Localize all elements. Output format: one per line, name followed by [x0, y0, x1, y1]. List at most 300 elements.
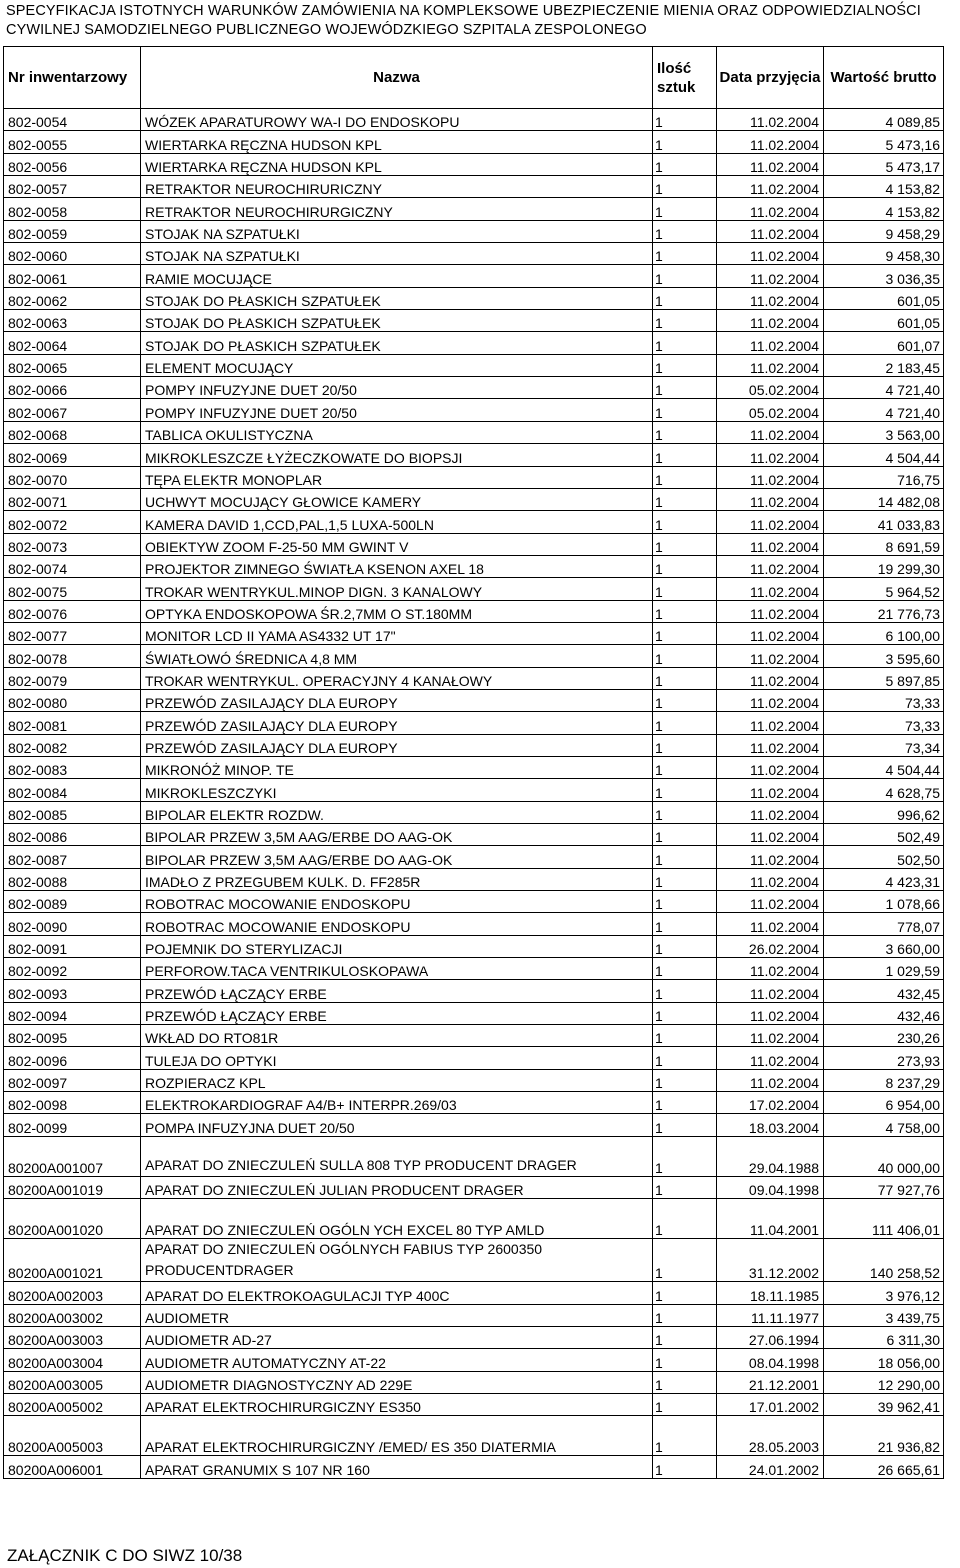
table-row [4, 243, 944, 265]
cell-inventory-number: 80200A003005 [4, 1371, 141, 1393]
cell-gross-value: 18 056,00 [824, 1349, 944, 1371]
cell-gross-value: 73,34 [824, 734, 944, 756]
cell-gross-value: 3 595,60 [824, 645, 944, 667]
cell-inventory-number: 802-0068 [4, 421, 141, 443]
cell-quantity: 1 [653, 1047, 717, 1069]
cell-date-received: 11.02.2004 [717, 846, 824, 868]
cell-quantity: 1 [653, 1199, 717, 1239]
cell-item-name: POMPA INFUZYJNA DUET 20/50 [141, 1114, 653, 1136]
cell-quantity: 1 [653, 1371, 717, 1393]
cell-gross-value: 4 721,40 [824, 377, 944, 399]
cell-inventory-number: 80200A001019 [4, 1176, 141, 1198]
cell-inventory-number: 802-0060 [4, 243, 141, 265]
table-row [4, 265, 944, 287]
cell-date-received: 11.02.2004 [717, 511, 824, 533]
cell-item-name: APARAT ELEKTROCHIRURGICZNY /EMED/ ES 350 DIATERMIA [141, 1416, 653, 1456]
cell-item-name: TĘPA ELEKTR MONOPLAR [141, 466, 653, 488]
table-row [4, 220, 944, 242]
cell-inventory-number: 802-0059 [4, 220, 141, 242]
cell-date-received: 11.02.2004 [717, 287, 824, 309]
table-row [4, 399, 944, 421]
table-row [4, 176, 944, 198]
cell-gross-value: 12 290,00 [824, 1371, 944, 1393]
cell-quantity: 1 [653, 958, 717, 980]
cell-gross-value: 41 033,83 [824, 511, 944, 533]
cell-quantity: 1 [653, 533, 717, 555]
cell-date-received: 11.02.2004 [717, 466, 824, 488]
cell-inventory-number: 802-0092 [4, 958, 141, 980]
cell-date-received: 11.02.2004 [717, 712, 824, 734]
cell-inventory-number: 802-0075 [4, 578, 141, 600]
cell-date-received: 11.02.2004 [717, 578, 824, 600]
cell-gross-value: 4 153,82 [824, 176, 944, 198]
cell-gross-value: 2 183,45 [824, 354, 944, 376]
column-header-name: Nazwa [141, 47, 653, 109]
cell-inventory-number: 802-0057 [4, 176, 141, 198]
cell-item-name: OBIEKTYW ZOOM F-25-50 MM GWINT V [141, 533, 653, 555]
cell-date-received: 11.02.2004 [717, 220, 824, 242]
table-row [4, 846, 944, 868]
cell-item-name: APARAT ELEKTROCHIRURGICZNY ES350 [141, 1393, 653, 1415]
cell-date-received: 11.02.2004 [717, 868, 824, 890]
table-row [4, 756, 944, 778]
cell-inventory-number: 80200A003002 [4, 1304, 141, 1326]
cell-inventory-number: 80200A002003 [4, 1282, 141, 1304]
table-row [4, 198, 944, 220]
table-row [4, 667, 944, 689]
cell-gross-value: 273,93 [824, 1047, 944, 1069]
cell-item-name: STOJAK NA SZPATUŁKI [141, 220, 653, 242]
cell-gross-value: 1 078,66 [824, 891, 944, 913]
cell-inventory-number: 802-0064 [4, 332, 141, 354]
cell-date-received: 11.02.2004 [717, 667, 824, 689]
cell-date-received: 11.02.2004 [717, 176, 824, 198]
document-header-line-2: CYWILNEJ SAMODZIELNEGO PUBLICZNEGO WOJEWÓDZKIEGO SZPITALA ZESPOLONEGO [6, 22, 647, 38]
cell-inventory-number: 802-0096 [4, 1047, 141, 1069]
cell-date-received: 11.02.2004 [717, 153, 824, 175]
cell-inventory-number: 802-0085 [4, 801, 141, 823]
cell-date-received: 11.02.2004 [717, 1069, 824, 1091]
table-row [4, 332, 944, 354]
table-header-row [4, 47, 944, 109]
cell-quantity: 1 [653, 891, 717, 913]
cell-date-received: 11.02.2004 [717, 1025, 824, 1047]
cell-inventory-number: 802-0094 [4, 1002, 141, 1024]
cell-date-received: 11.02.2004 [717, 131, 824, 153]
cell-gross-value: 502,50 [824, 846, 944, 868]
cell-inventory-number: 802-0097 [4, 1069, 141, 1091]
cell-gross-value: 39 962,41 [824, 1393, 944, 1415]
cell-quantity: 1 [653, 1069, 717, 1091]
cell-inventory-number: 802-0093 [4, 980, 141, 1002]
table-row [4, 600, 944, 622]
cell-date-received: 11.02.2004 [717, 488, 824, 510]
column-header-date: Data przyjęcia [717, 47, 824, 109]
cell-gross-value: 716,75 [824, 466, 944, 488]
cell-date-received: 11.04.2001 [717, 1199, 824, 1239]
table-row [4, 354, 944, 376]
cell-quantity: 1 [653, 399, 717, 421]
table-row [4, 1176, 944, 1198]
cell-date-received: 11.02.2004 [717, 645, 824, 667]
cell-item-name: BIPOLAR PRZEW 3,5M AAG/ERBE DO AAG-OK [141, 846, 653, 868]
cell-gross-value: 4 153,82 [824, 198, 944, 220]
cell-item-name: UCHWYT MOCUJĄCY GŁOWICE KAMERY [141, 488, 653, 510]
cell-inventory-number: 802-0087 [4, 846, 141, 868]
cell-date-received: 11.02.2004 [717, 198, 824, 220]
cell-item-name: ROBOTRAC MOCOWANIE ENDOSKOPU [141, 891, 653, 913]
cell-inventory-number: 802-0070 [4, 466, 141, 488]
cell-gross-value: 601,05 [824, 310, 944, 332]
cell-gross-value: 8 691,59 [824, 533, 944, 555]
cell-inventory-number: 802-0083 [4, 756, 141, 778]
cell-gross-value: 40 000,00 [824, 1136, 944, 1176]
table-row [4, 1199, 944, 1239]
table-row [4, 377, 944, 399]
cell-quantity: 1 [653, 354, 717, 376]
cell-gross-value: 6 311,30 [824, 1326, 944, 1348]
cell-item-name: PRZEWÓD ZASILAJĄCY DLA EUROPY [141, 734, 653, 756]
cell-quantity: 1 [653, 913, 717, 935]
cell-date-received: 11.02.2004 [717, 243, 824, 265]
table-row [4, 868, 944, 890]
cell-quantity: 1 [653, 734, 717, 756]
table-row [4, 712, 944, 734]
cell-gross-value: 4 721,40 [824, 399, 944, 421]
table-row [4, 779, 944, 801]
cell-date-received: 05.02.2004 [717, 377, 824, 399]
cell-inventory-number: 802-0069 [4, 444, 141, 466]
cell-date-received: 11.02.2004 [717, 421, 824, 443]
cell-gross-value: 77 927,76 [824, 1176, 944, 1198]
table-row [4, 1239, 944, 1282]
cell-quantity: 1 [653, 444, 717, 466]
cell-date-received: 11.02.2004 [717, 779, 824, 801]
table-row [4, 622, 944, 644]
cell-item-name: TULEJA DO OPTYKI [141, 1047, 653, 1069]
cell-gross-value: 601,07 [824, 332, 944, 354]
cell-quantity: 1 [653, 667, 717, 689]
table-row [4, 980, 944, 1002]
cell-inventory-number: 802-0080 [4, 689, 141, 711]
cell-item-name: POMPY INFUZYJNE DUET 20/50 [141, 377, 653, 399]
cell-date-received: 26.02.2004 [717, 935, 824, 957]
cell-item-name: OPTYKA ENDOSKOPOWA ŚR.2,7MM O ST.180MM [141, 600, 653, 622]
cell-quantity: 1 [653, 578, 717, 600]
cell-item-name: WIERTARKA RĘCZNA HUDSON KPL [141, 131, 653, 153]
cell-gross-value: 3 439,75 [824, 1304, 944, 1326]
cell-date-received: 11.02.2004 [717, 824, 824, 846]
cell-date-received: 11.02.2004 [717, 734, 824, 756]
table-row [4, 310, 944, 332]
cell-item-name: RETRAKTOR NEUROCHIRURGICZNY [141, 198, 653, 220]
cell-item-name: ROBOTRAC MOCOWANIE ENDOSKOPU [141, 913, 653, 935]
cell-quantity: 1 [653, 1239, 717, 1282]
cell-inventory-number: 802-0079 [4, 667, 141, 689]
cell-inventory-number: 802-0078 [4, 645, 141, 667]
table-row [4, 1092, 944, 1114]
table-row [4, 287, 944, 309]
cell-item-name: APARAT GRANUMIX S 107 NR 160 [141, 1456, 653, 1478]
cell-inventory-number: 80200A001021 [4, 1239, 141, 1282]
cell-gross-value: 140 258,52 [824, 1239, 944, 1282]
cell-item-name: APARAT DO ZNIECZULEŃ JULIAN PRODUCENT DRAGER [141, 1176, 653, 1198]
cell-gross-value: 996,62 [824, 801, 944, 823]
cell-quantity: 1 [653, 488, 717, 510]
cell-inventory-number: 802-0099 [4, 1114, 141, 1136]
cell-gross-value: 1 029,59 [824, 958, 944, 980]
cell-quantity: 1 [653, 1002, 717, 1024]
cell-date-received: 11.02.2004 [717, 354, 824, 376]
cell-inventory-number: 80200A001020 [4, 1199, 141, 1239]
cell-gross-value: 4 423,31 [824, 868, 944, 890]
cell-item-name: MIKRONÓŻ MINOP. TE [141, 756, 653, 778]
cell-gross-value: 5 897,85 [824, 667, 944, 689]
cell-quantity: 1 [653, 756, 717, 778]
cell-quantity: 1 [653, 1136, 717, 1176]
cell-inventory-number: 802-0065 [4, 354, 141, 376]
cell-item-name: RAMIE MOCUJĄCE [141, 265, 653, 287]
cell-item-name: STOJAK DO PŁASKICH SZPATUŁEK [141, 287, 653, 309]
cell-inventory-number: 802-0067 [4, 399, 141, 421]
cell-item-name: ELEMENT MOCUJĄCY [141, 354, 653, 376]
cell-date-received: 11.02.2004 [717, 958, 824, 980]
cell-item-name: PRZEWÓD ZASILAJĄCY DLA EUROPY [141, 712, 653, 734]
cell-item-name: AUDIOMETR AUTOMATYCZNY AT-22 [141, 1349, 653, 1371]
cell-quantity: 1 [653, 801, 717, 823]
cell-quantity: 1 [653, 332, 717, 354]
cell-inventory-number: 80200A001007 [4, 1136, 141, 1176]
cell-item-name: PRZEWÓD ŁĄCZĄCY ERBE [141, 1002, 653, 1024]
cell-date-received: 11.02.2004 [717, 801, 824, 823]
table-row [4, 801, 944, 823]
cell-date-received: 28.05.2003 [717, 1416, 824, 1456]
cell-quantity: 1 [653, 1025, 717, 1047]
cell-quantity: 1 [653, 265, 717, 287]
cell-quantity: 1 [653, 622, 717, 644]
cell-inventory-number: 802-0095 [4, 1025, 141, 1047]
cell-inventory-number: 80200A003003 [4, 1326, 141, 1348]
cell-inventory-number: 802-0063 [4, 310, 141, 332]
cell-inventory-number: 802-0074 [4, 555, 141, 577]
cell-inventory-number: 802-0086 [4, 824, 141, 846]
cell-date-received: 18.11.1985 [717, 1282, 824, 1304]
cell-quantity: 1 [653, 712, 717, 734]
cell-quantity: 1 [653, 109, 717, 131]
cell-quantity: 1 [653, 868, 717, 890]
cell-item-name: TABLICA OKULISTYCZNA [141, 421, 653, 443]
cell-date-received: 11.02.2004 [717, 1047, 824, 1069]
cell-inventory-number: 802-0081 [4, 712, 141, 734]
table-row [4, 1326, 944, 1348]
table-body [4, 109, 944, 1479]
cell-inventory-number: 802-0088 [4, 868, 141, 890]
cell-gross-value: 3 563,00 [824, 421, 944, 443]
cell-date-received: 27.06.1994 [717, 1326, 824, 1348]
cell-inventory-number: 802-0061 [4, 265, 141, 287]
cell-quantity: 1 [653, 1092, 717, 1114]
cell-date-received: 11.02.2004 [717, 913, 824, 935]
cell-date-received: 17.01.2002 [717, 1393, 824, 1415]
cell-quantity: 1 [653, 689, 717, 711]
cell-date-received: 17.02.2004 [717, 1092, 824, 1114]
cell-gross-value: 3 660,00 [824, 935, 944, 957]
cell-item-name: WIERTARKA RĘCZNA HUDSON KPL [141, 153, 653, 175]
cell-gross-value: 4 504,44 [824, 444, 944, 466]
cell-date-received: 11.02.2004 [717, 310, 824, 332]
cell-inventory-number: 80200A006001 [4, 1456, 141, 1478]
cell-inventory-number: 802-0072 [4, 511, 141, 533]
cell-inventory-number: 802-0091 [4, 935, 141, 957]
table-row [4, 1282, 944, 1304]
cell-item-name: AUDIOMETR AD-27 [141, 1326, 653, 1348]
cell-quantity: 1 [653, 980, 717, 1002]
cell-date-received: 11.02.2004 [717, 1002, 824, 1024]
asset-table [3, 46, 944, 1479]
page-footer: ZAŁĄCZNIK C DO SIWZ 10/38 [7, 1546, 243, 1565]
cell-date-received: 24.01.2002 [717, 1456, 824, 1478]
cell-item-name: APARAT DO ZNIECZULEŃ OGÓLN YCH EXCEL 80 TYP AMLD [141, 1199, 653, 1239]
cell-gross-value: 6 954,00 [824, 1092, 944, 1114]
cell-date-received: 11.02.2004 [717, 756, 824, 778]
table-row [4, 578, 944, 600]
cell-gross-value: 8 237,29 [824, 1069, 944, 1091]
cell-gross-value: 432,46 [824, 1002, 944, 1024]
cell-inventory-number: 802-0090 [4, 913, 141, 935]
table-row [4, 1114, 944, 1136]
cell-inventory-number: 802-0054 [4, 109, 141, 131]
cell-date-received: 29.04.1988 [717, 1136, 824, 1176]
cell-gross-value: 4 089,85 [824, 109, 944, 131]
cell-item-name: AUDIOMETR DIAGNOSTYCZNY AD 229E [141, 1371, 653, 1393]
cell-quantity: 1 [653, 220, 717, 242]
cell-item-name: WKŁAD DO RTO81R [141, 1025, 653, 1047]
cell-gross-value: 3 036,35 [824, 265, 944, 287]
column-header-value: Wartość brutto [824, 47, 944, 109]
table-row [4, 645, 944, 667]
cell-gross-value: 111 406,01 [824, 1199, 944, 1239]
cell-item-name: APARAT DO ZNIECZULEŃ OGÓLNYCH FABIUS TYP 2600350 PRODUCENTDRAGER [141, 1239, 653, 1282]
cell-gross-value: 19 299,30 [824, 555, 944, 577]
cell-date-received: 08.04.1998 [717, 1349, 824, 1371]
cell-quantity: 1 [653, 1304, 717, 1326]
cell-item-name: MIKROKLESZCZE ŁYŻECZKOWATE DO BIOPSJI [141, 444, 653, 466]
cell-quantity: 1 [653, 1416, 717, 1456]
cell-quantity: 1 [653, 600, 717, 622]
cell-quantity: 1 [653, 466, 717, 488]
cell-item-name: APARAT DO ZNIECZULEŃ SULLA 808 TYP PRODUCENT DRAGER [141, 1136, 653, 1176]
cell-item-name: PRZEWÓD ŁĄCZĄCY ERBE [141, 980, 653, 1002]
cell-gross-value: 6 100,00 [824, 622, 944, 644]
table-row [4, 533, 944, 555]
table-row [4, 109, 944, 131]
cell-date-received: 11.02.2004 [717, 444, 824, 466]
cell-quantity: 1 [653, 1282, 717, 1304]
cell-inventory-number: 802-0077 [4, 622, 141, 644]
column-header-qty: Ilość sztuk [653, 47, 717, 109]
cell-gross-value: 432,45 [824, 980, 944, 1002]
table-row [4, 935, 944, 957]
cell-inventory-number: 802-0098 [4, 1092, 141, 1114]
cell-date-received: 11.02.2004 [717, 600, 824, 622]
cell-gross-value: 3 976,12 [824, 1282, 944, 1304]
cell-item-name: PERFOROW.TACA VENTRIKULOSKOPAWA [141, 958, 653, 980]
cell-item-name: IMADŁO Z PRZEGUBEM KULK. D. FF285R [141, 868, 653, 890]
cell-date-received: 11.02.2004 [717, 689, 824, 711]
cell-gross-value: 21 936,82 [824, 1416, 944, 1456]
cell-gross-value: 5 473,17 [824, 153, 944, 175]
cell-quantity: 1 [653, 153, 717, 175]
table-row [4, 1456, 944, 1478]
cell-inventory-number: 802-0062 [4, 287, 141, 309]
table-row [4, 1136, 944, 1176]
cell-date-received: 11.02.2004 [717, 980, 824, 1002]
table-row [4, 421, 944, 443]
table-row [4, 1002, 944, 1024]
cell-quantity: 1 [653, 131, 717, 153]
cell-quantity: 1 [653, 645, 717, 667]
cell-item-name: AUDIOMETR [141, 1304, 653, 1326]
table-row [4, 1069, 944, 1091]
cell-inventory-number: 802-0082 [4, 734, 141, 756]
cell-item-name: ROZPIERACZ KPL [141, 1069, 653, 1091]
table-row [4, 555, 944, 577]
cell-inventory-number: 802-0071 [4, 488, 141, 510]
cell-item-name: MIKROKLESZCZYKI [141, 779, 653, 801]
cell-date-received: 11.02.2004 [717, 533, 824, 555]
cell-gross-value: 73,33 [824, 689, 944, 711]
cell-item-name: APARAT DO ELEKTROKOAGULACJI TYP 400C [141, 1282, 653, 1304]
cell-item-name: ELEKTROKARDIOGRAF A4/B+ INTERPR.269/03 [141, 1092, 653, 1114]
cell-gross-value: 5 964,52 [824, 578, 944, 600]
cell-quantity: 1 [653, 1114, 717, 1136]
table-row [4, 1416, 944, 1456]
table-row [4, 824, 944, 846]
cell-gross-value: 4 758,00 [824, 1114, 944, 1136]
cell-gross-value: 601,05 [824, 287, 944, 309]
cell-inventory-number: 802-0066 [4, 377, 141, 399]
cell-quantity: 1 [653, 1456, 717, 1478]
cell-gross-value: 21 776,73 [824, 600, 944, 622]
cell-item-name: PRZEWÓD ZASILAJĄCY DLA EUROPY [141, 689, 653, 711]
cell-item-name: KAMERA DAVID 1,CCD,PAL,1,5 LUXA-500LN [141, 511, 653, 533]
cell-date-received: 21.12.2001 [717, 1371, 824, 1393]
cell-item-name: MONITOR LCD II YAMA AS4332 UT 17" [141, 622, 653, 644]
cell-gross-value: 4 628,75 [824, 779, 944, 801]
cell-quantity: 1 [653, 1349, 717, 1371]
table-row [4, 1371, 944, 1393]
table-row [4, 1349, 944, 1371]
cell-quantity: 1 [653, 176, 717, 198]
cell-date-received: 11.02.2004 [717, 332, 824, 354]
cell-date-received: 11.02.2004 [717, 265, 824, 287]
cell-item-name: TROKAR WENTRYKUL.MINOP DIGN. 3 KANALOWY [141, 578, 653, 600]
cell-item-name: STOJAK NA SZPATUŁKI [141, 243, 653, 265]
cell-item-name: BIPOLAR ELEKTR ROZDW. [141, 801, 653, 823]
cell-item-name: POMPY INFUZYJNE DUET 20/50 [141, 399, 653, 421]
cell-inventory-number: 802-0089 [4, 891, 141, 913]
cell-gross-value: 9 458,30 [824, 243, 944, 265]
cell-date-received: 09.04.1998 [717, 1176, 824, 1198]
table-row [4, 131, 944, 153]
cell-quantity: 1 [653, 421, 717, 443]
table-row [4, 1393, 944, 1415]
table-row [4, 153, 944, 175]
cell-inventory-number: 80200A005002 [4, 1393, 141, 1415]
cell-quantity: 1 [653, 511, 717, 533]
cell-date-received: 11.02.2004 [717, 622, 824, 644]
cell-inventory-number: 802-0058 [4, 198, 141, 220]
